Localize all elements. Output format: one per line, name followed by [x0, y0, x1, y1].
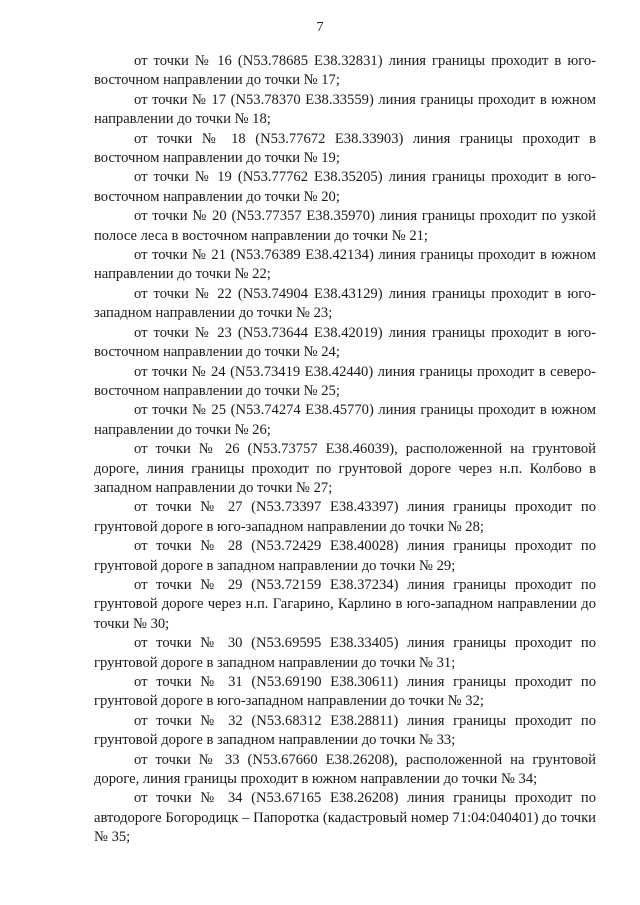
- boundary-paragraph: от точки № 22 (N53.74904 E38.43129) линия границы проходит в юго-западном направлении до точки № 23;: [94, 285, 596, 322]
- boundary-paragraph: от точки № 28 (N53.72429 E38.40028) линия границы проходит по грунтовой дороге в западном направлении до точки № 29;: [94, 538, 596, 574]
- boundary-paragraph: от точки № 34 (N53.67165 E38.26208) линия границы проходит по автодороге Богородицк – Папоротка (кадастровый номер 71:04:040401) до точки № 35;: [94, 790, 596, 846]
- boundary-paragraph: от точки № 20 (N53.77357 E38.35970) линия границы проходит по узкой полосе леса в восточном направлении до точки № 21;: [94, 208, 596, 244]
- boundary-paragraph: от точки № 24 (N53.73419 E38.42440) линия границы проходит в северо-восточном направлении до точки № 25;: [94, 363, 596, 399]
- boundary-paragraph: от точки № 30 (N53.69595 E38.33405) линия границы проходит по грунтовой дороге в западном направлении до точки № 31;: [94, 635, 596, 671]
- boundary-paragraph: от точки № 25 (N53.74274 E38.45770) линия границы проходит в южном направлении до точки № 26;: [94, 402, 596, 438]
- boundary-paragraph: от точки № 29 (N53.72159 E38.37234) линия границы проходит по грунтовой дороге через н.п. Гагарино, Карлино в юго-западном направлении до точки № 30;: [94, 576, 596, 632]
- boundary-paragraph: от точки № 18 (N53.77672 E38.33903) линия границы проходит в восточном направлении до точки № 19;: [94, 130, 596, 167]
- boundary-paragraph: от точки № 23 (N53.73644 E38.42019) линия границы проходит в юго-восточном направлении до точки № 24;: [94, 324, 596, 361]
- boundary-paragraph: от точки № 16 (N53.78685 E38.32831) линия границы проходит в юго-восточном направлении до точки № 17;: [94, 53, 596, 89]
- boundary-paragraph: от точки № 33 (N53.67660 E38.26208), расположенной на грунтовой дороге, линия границы проходит в южном направлении до точки № 34;: [94, 751, 596, 788]
- boundary-paragraph: от точки № 21 (N53.76389 E38.42134) линия границы проходит в южном направлении до точки № 22;: [94, 247, 596, 283]
- page-number: 7: [316, 20, 324, 35]
- boundary-paragraph: от точки № 17 (N53.78370 E38.33559) линия границы проходит в южном направлении до точки № 18;: [94, 91, 596, 128]
- boundary-paragraph: от точки № 26 (N53.73757 E38.46039), расположенной на грунтовой дороге, линия границы проходит по грунтовой дороге через н.п. Колбово в западном направлении до точки № 27;: [94, 441, 596, 496]
- boundary-paragraph: от точки № 27 (N53.73397 E38.43397) линия границы проходит по грунтовой дороге в юго-западном направлении до точки № 28;: [94, 499, 596, 535]
- boundary-paragraph: от точки № 32 (N53.68312 E38.28811) линия границы проходит по грунтовой дороге в западном направлении до точки № 33;: [94, 712, 596, 749]
- boundary-paragraph: от точки № 31 (N53.69190 E38.30611) линия границы проходит по грунтовой дороге в юго-западном направлении до точки № 32;: [94, 674, 596, 710]
- boundary-description: [94, 52, 596, 848]
- boundary-paragraph: от точки № 19 (N53.77762 E38.35205) линия границы проходит в юго-восточном направлении до точки № 20;: [94, 169, 596, 205]
